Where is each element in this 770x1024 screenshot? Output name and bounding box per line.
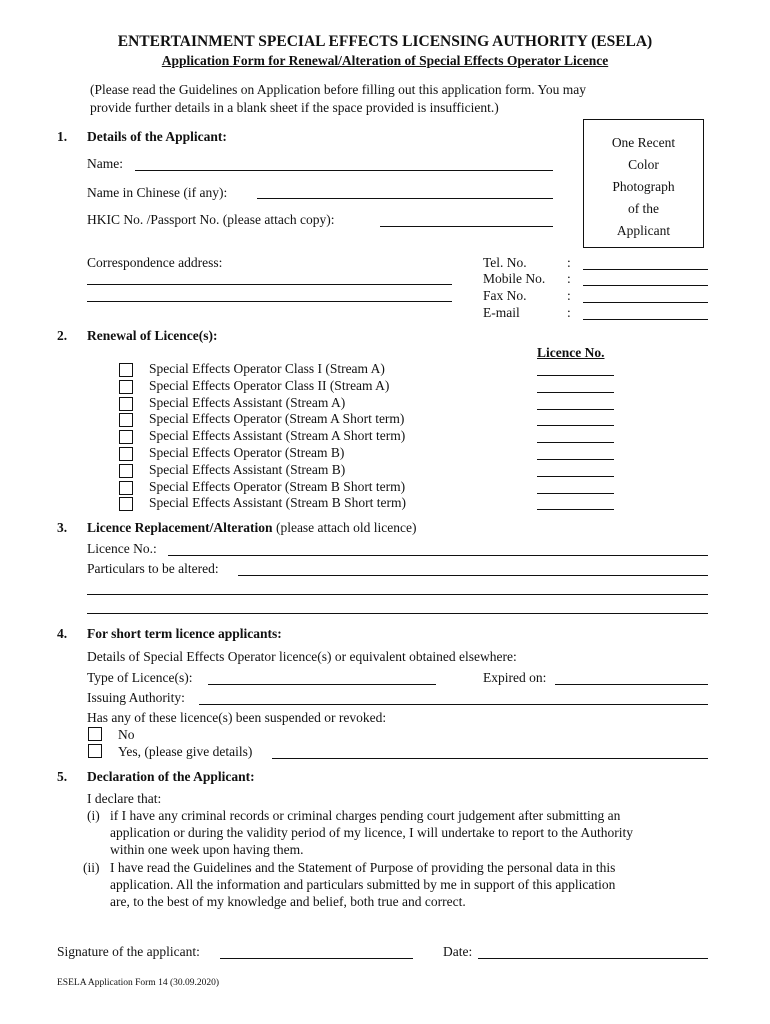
particulars-field-line-3[interactable] [87,613,708,614]
suspended-no-checkbox[interactable] [88,727,102,741]
declaration-item-1-line-3: within one week upon having them. [110,842,304,857]
renewal-checkbox[interactable] [119,430,133,444]
type-of-licence-label: Type of Licence(s): [87,670,193,685]
renewal-licence-no-field[interactable] [537,375,614,376]
renewal-item-label: Special Effects Assistant (Stream B) [149,462,346,477]
section-3-heading-note: (please attach old licence) [272,520,417,535]
renewal-item-label: Special Effects Operator (Stream A Short term) [149,411,405,426]
expired-on-field[interactable] [555,684,708,685]
declaration-item-2-line-1: I have read the Guidelines and the Statement of Purpose of providing the personal data in this [110,860,616,875]
section-4-heading: For short term licence applicants: [87,626,282,641]
signature-field[interactable] [220,958,413,959]
authority-title: ENTERTAINMENT SPECIAL EFFECTS LICENSING AUTHORITY (ESELA) [117,33,653,50]
photo-box-line-5: Applicant [616,223,671,238]
address-field-line-2[interactable] [87,301,452,302]
declaration-item-2-marker: (ii) [83,860,100,875]
photo-box [583,119,704,248]
renewal-checkbox[interactable] [119,447,133,461]
intro-line-1: (Please read the Guidelines on Application before filling out this application form. You may [90,82,587,97]
renewal-item-label: Special Effects Operator Class I (Stream A) [149,361,385,376]
photo-box-line-1: One Recent [611,135,676,150]
renewal-licence-no-field[interactable] [537,392,614,393]
name-label: Name: [87,156,123,171]
renewal-licence-no-field[interactable] [537,409,614,410]
section-2-number: 2. [57,328,68,343]
signature-label: Signature of the applicant: [57,944,200,959]
short-term-details-text: Details of Special Effects Operator licence(s) or equivalent obtained elsewhere: [87,649,517,664]
renewal-licence-no-field[interactable] [537,493,614,494]
section-3-heading-row [87,520,417,536]
section-5-number: 5. [57,769,68,784]
declaration-item-1-line-1: if I have any criminal records or criminal charges pending court judgement after submitting an [110,808,621,823]
section-5-heading: Declaration of the Applicant: [87,769,255,784]
section-1-number: 1. [57,129,68,144]
renewal-checkbox[interactable] [119,413,133,427]
renewal-checkbox[interactable] [119,497,133,511]
chinese-name-label: Name in Chinese (if any): [87,185,228,200]
mobile-colon: : [567,271,571,286]
renewal-item-label: Special Effects Assistant (Stream A) [149,395,346,410]
declaration-item-1-line-2: application or during the validity period of my licence, I will undertake to report to the Authority [110,825,633,840]
renewal-checkbox[interactable] [119,481,133,495]
address-field-line-1[interactable] [87,284,452,285]
renewal-licence-no-field[interactable] [537,509,614,510]
expired-on-label: Expired on: [483,670,547,685]
section-1-heading: Details of the Applicant: [87,129,227,144]
suspended-question: Has any of these licence(s) been suspended or revoked: [87,710,387,725]
tel-label: Tel. No. [483,255,527,270]
renewal-checkbox[interactable] [119,380,133,394]
issuing-authority-label: Issuing Authority: [87,690,185,705]
section-4-number: 4. [57,626,68,641]
issuing-authority-field[interactable] [199,704,708,705]
declaration-item-2-line-3: are, to the best of my knowledge and belief, both true and correct. [110,894,466,909]
tel-field[interactable] [583,269,708,270]
licence-no-header: Licence No. [537,345,605,360]
chinese-name-field[interactable] [257,198,553,199]
renewal-checkbox[interactable] [119,464,133,478]
date-field[interactable] [478,958,708,959]
suspended-yes-checkbox[interactable] [88,744,102,758]
suspended-no-label: No [118,727,135,742]
section-3-heading: Licence Replacement/Alteration [87,520,273,535]
declare-text: I declare that: [87,791,162,806]
declaration-item-2-line-2: application. All the information and particulars submitted by me in support of this application [110,877,616,892]
tel-colon: : [567,255,571,270]
email-field[interactable] [583,319,708,320]
replacement-licence-no-label: Licence No.: [87,541,157,556]
renewal-licence-no-field[interactable] [537,425,614,426]
particulars-label: Particulars to be altered: [87,561,219,576]
replacement-licence-no-field[interactable] [168,555,708,556]
renewal-item-label: Special Effects Operator (Stream B) [149,445,345,460]
hkic-field[interactable] [380,226,553,227]
type-of-licence-field[interactable] [208,684,436,685]
form-title: Application Form for Renewal/Alteration of Special Effects Operator Licence [161,53,609,68]
renewal-checkbox[interactable] [119,363,133,377]
renewal-checkbox[interactable] [119,397,133,411]
declaration-item-1-marker: (i) [87,808,100,823]
form-code: ESELA Application Form 14 (30.09.2020) [57,978,220,988]
hkic-label: HKIC No. /Passport No. (please attach copy): [87,212,335,227]
mobile-field[interactable] [583,285,708,286]
address-label: Correspondence address: [87,255,223,270]
renewal-item-label: Special Effects Assistant (Stream B Short term) [149,495,406,510]
fax-colon: : [567,288,571,303]
email-label: E-mail [483,305,520,320]
photo-box-line-4: of the [627,201,660,216]
renewal-licence-no-field[interactable] [537,442,614,443]
mobile-label: Mobile No. [483,271,546,286]
name-field[interactable] [135,170,553,171]
renewal-licence-no-field[interactable] [537,476,614,477]
fax-field[interactable] [583,302,708,303]
date-label: Date: [443,944,473,959]
suspended-details-field[interactable] [272,758,708,759]
particulars-field-line-1[interactable] [238,575,708,576]
renewal-item-label: Special Effects Operator (Stream B Short term) [149,479,406,494]
section-2-heading: Renewal of Licence(s): [87,328,218,343]
intro-line-2: provide further details in a blank sheet if the space provided is insufficient.) [90,100,499,115]
photo-box-line-2: Color [628,157,659,172]
particulars-field-line-2[interactable] [87,594,708,595]
renewal-licence-no-field[interactable] [537,459,614,460]
renewal-item-label: Special Effects Assistant (Stream A Short term) [149,428,406,443]
photo-box-line-3: Photograph [612,179,675,194]
suspended-yes-label: Yes, (please give details) [118,744,253,759]
email-colon: : [567,305,571,320]
fax-label: Fax No. [483,288,527,303]
section-3-number: 3. [57,520,68,535]
renewal-item-label: Special Effects Operator Class II (Stream A) [149,378,390,393]
